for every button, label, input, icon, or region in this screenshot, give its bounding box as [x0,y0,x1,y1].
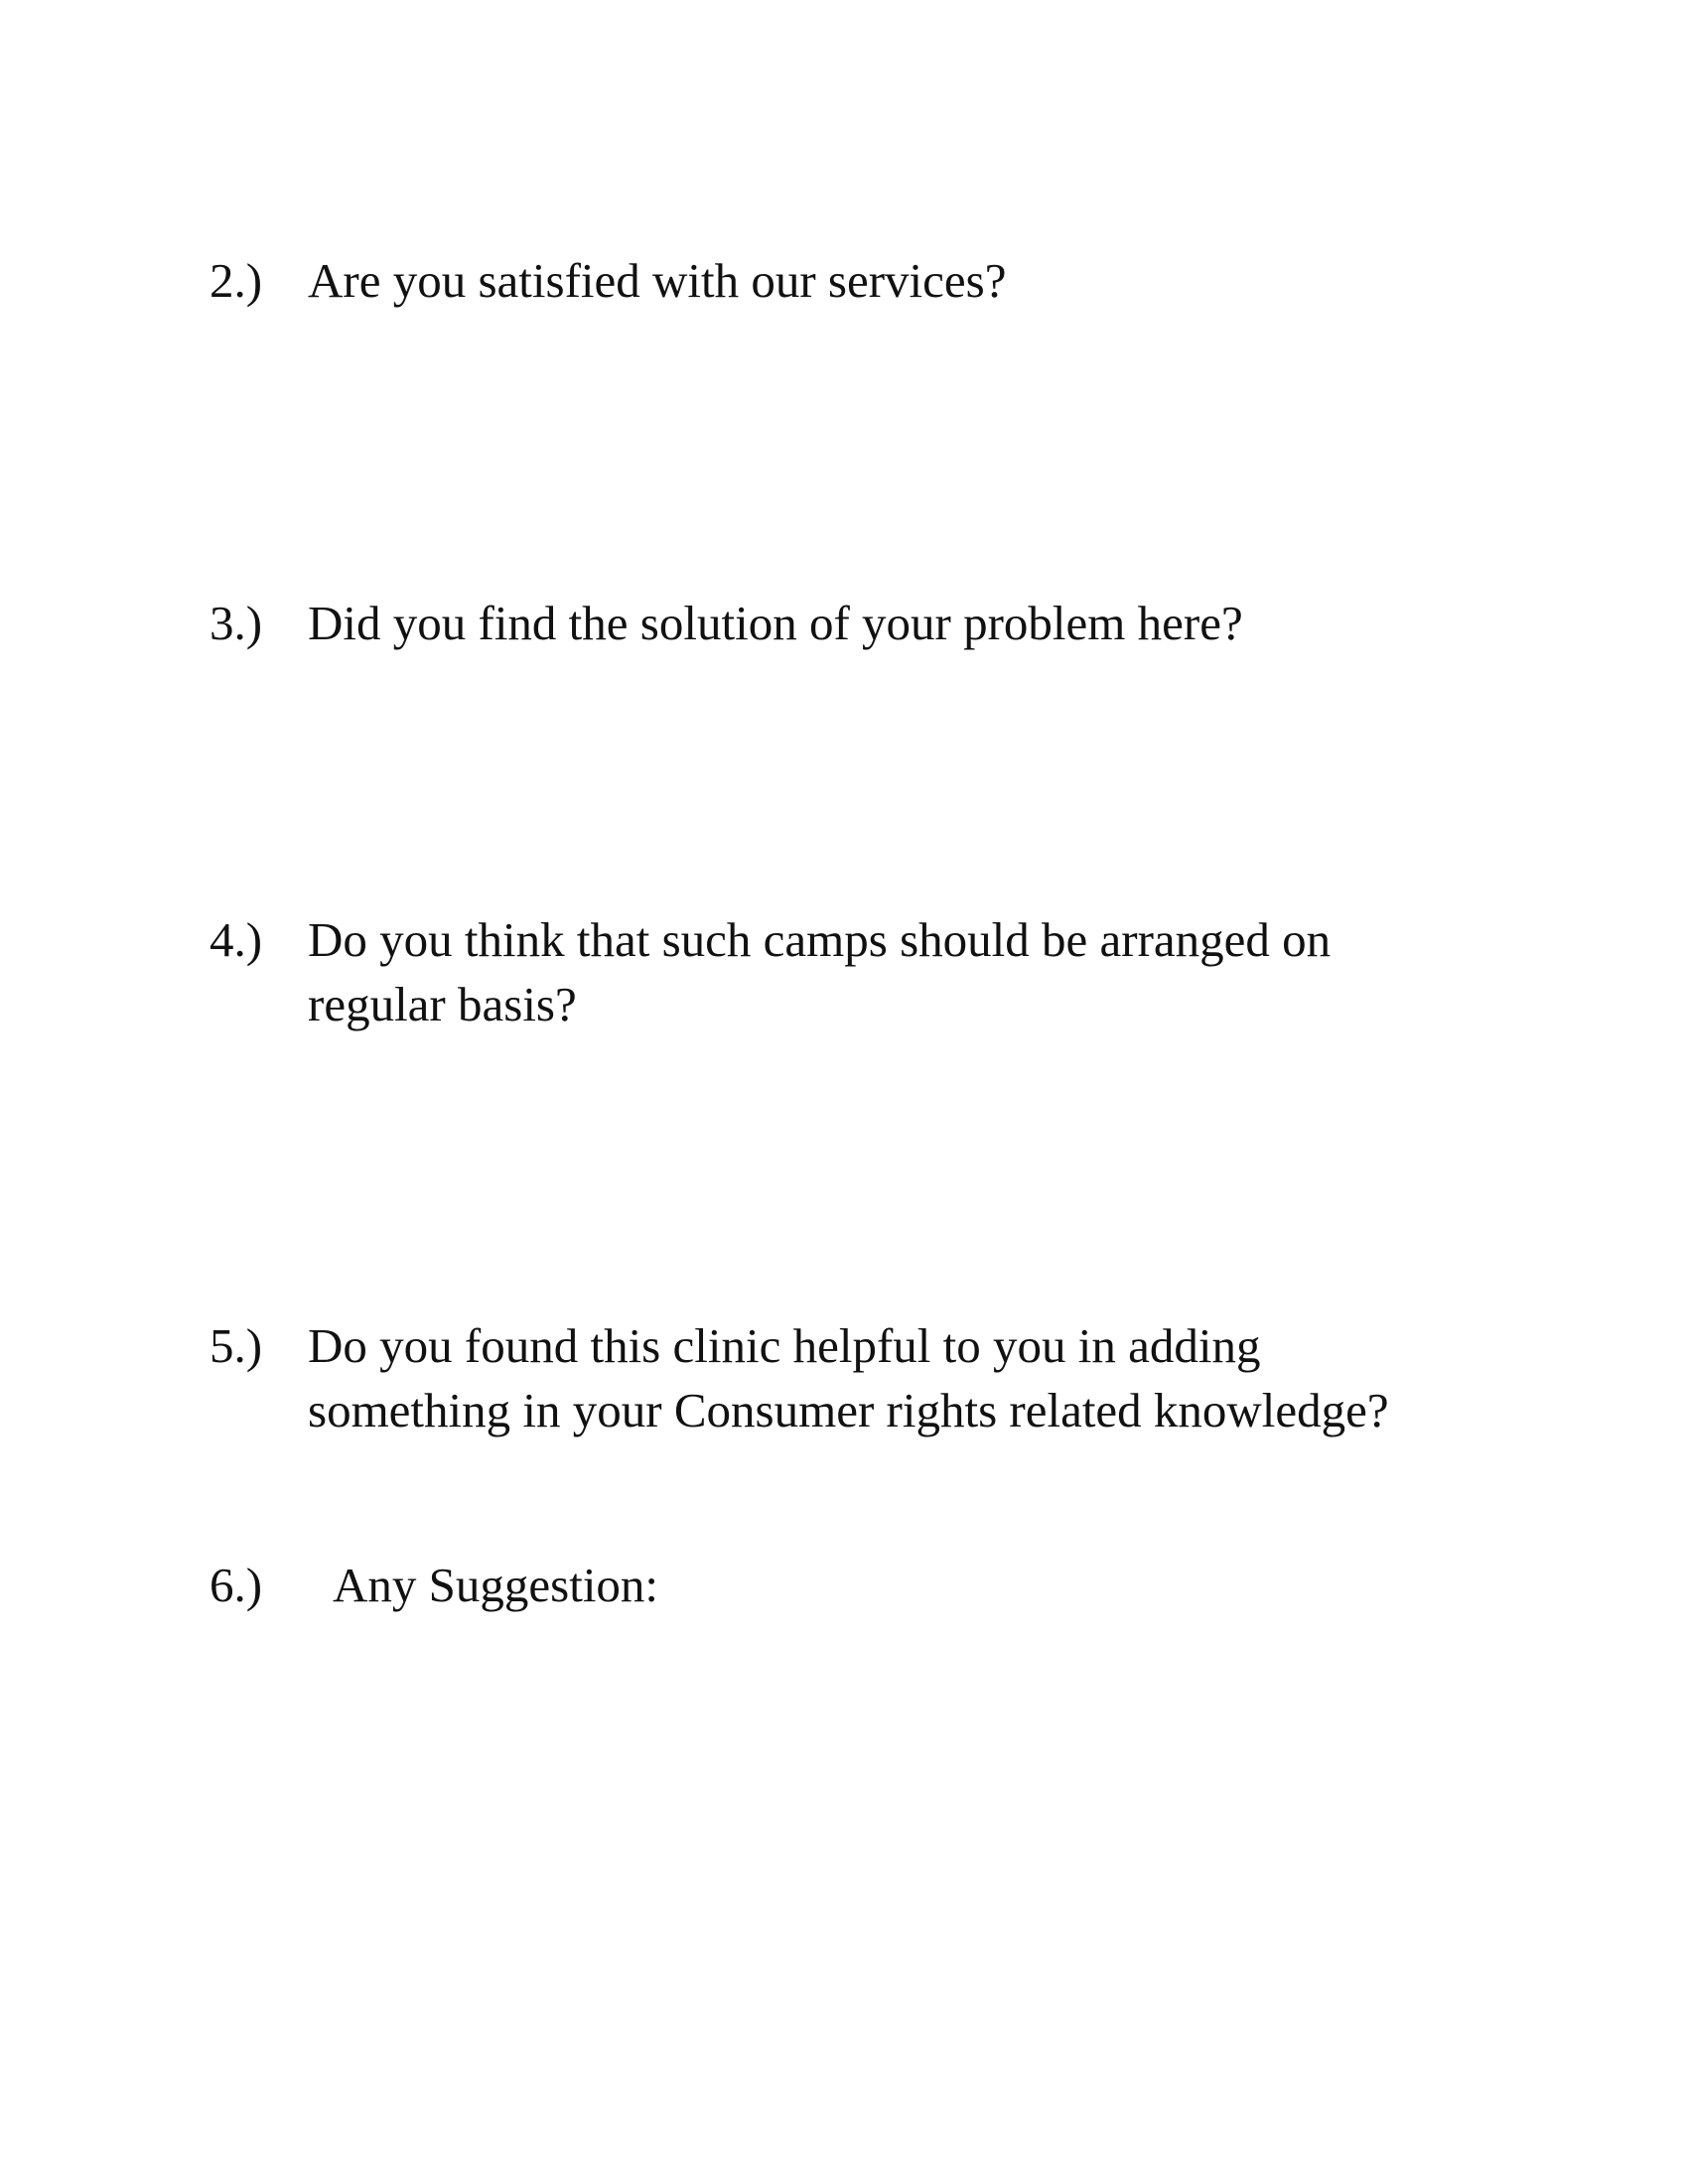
question-text: something in your Consumer rights related knowledge? [308,1383,1389,1437]
question-text: Are you satisfied with our services? [308,253,1007,308]
question-number: 5.) [210,1318,263,1373]
question-text: Did you find the solution of your problem here? [308,596,1243,650]
question-number: 2.) [210,253,263,308]
question-text: Do you think that such camps should be arranged on [308,912,1332,967]
question-text: Do you found this clinic helpful to you in adding [308,1318,1261,1373]
question-text: Any Suggestion: [333,1558,659,1612]
question-text: regular basis? [308,977,577,1031]
question-number: 4.) [210,912,263,967]
question-number: 3.) [210,596,263,650]
question-number: 6.) [210,1558,263,1612]
